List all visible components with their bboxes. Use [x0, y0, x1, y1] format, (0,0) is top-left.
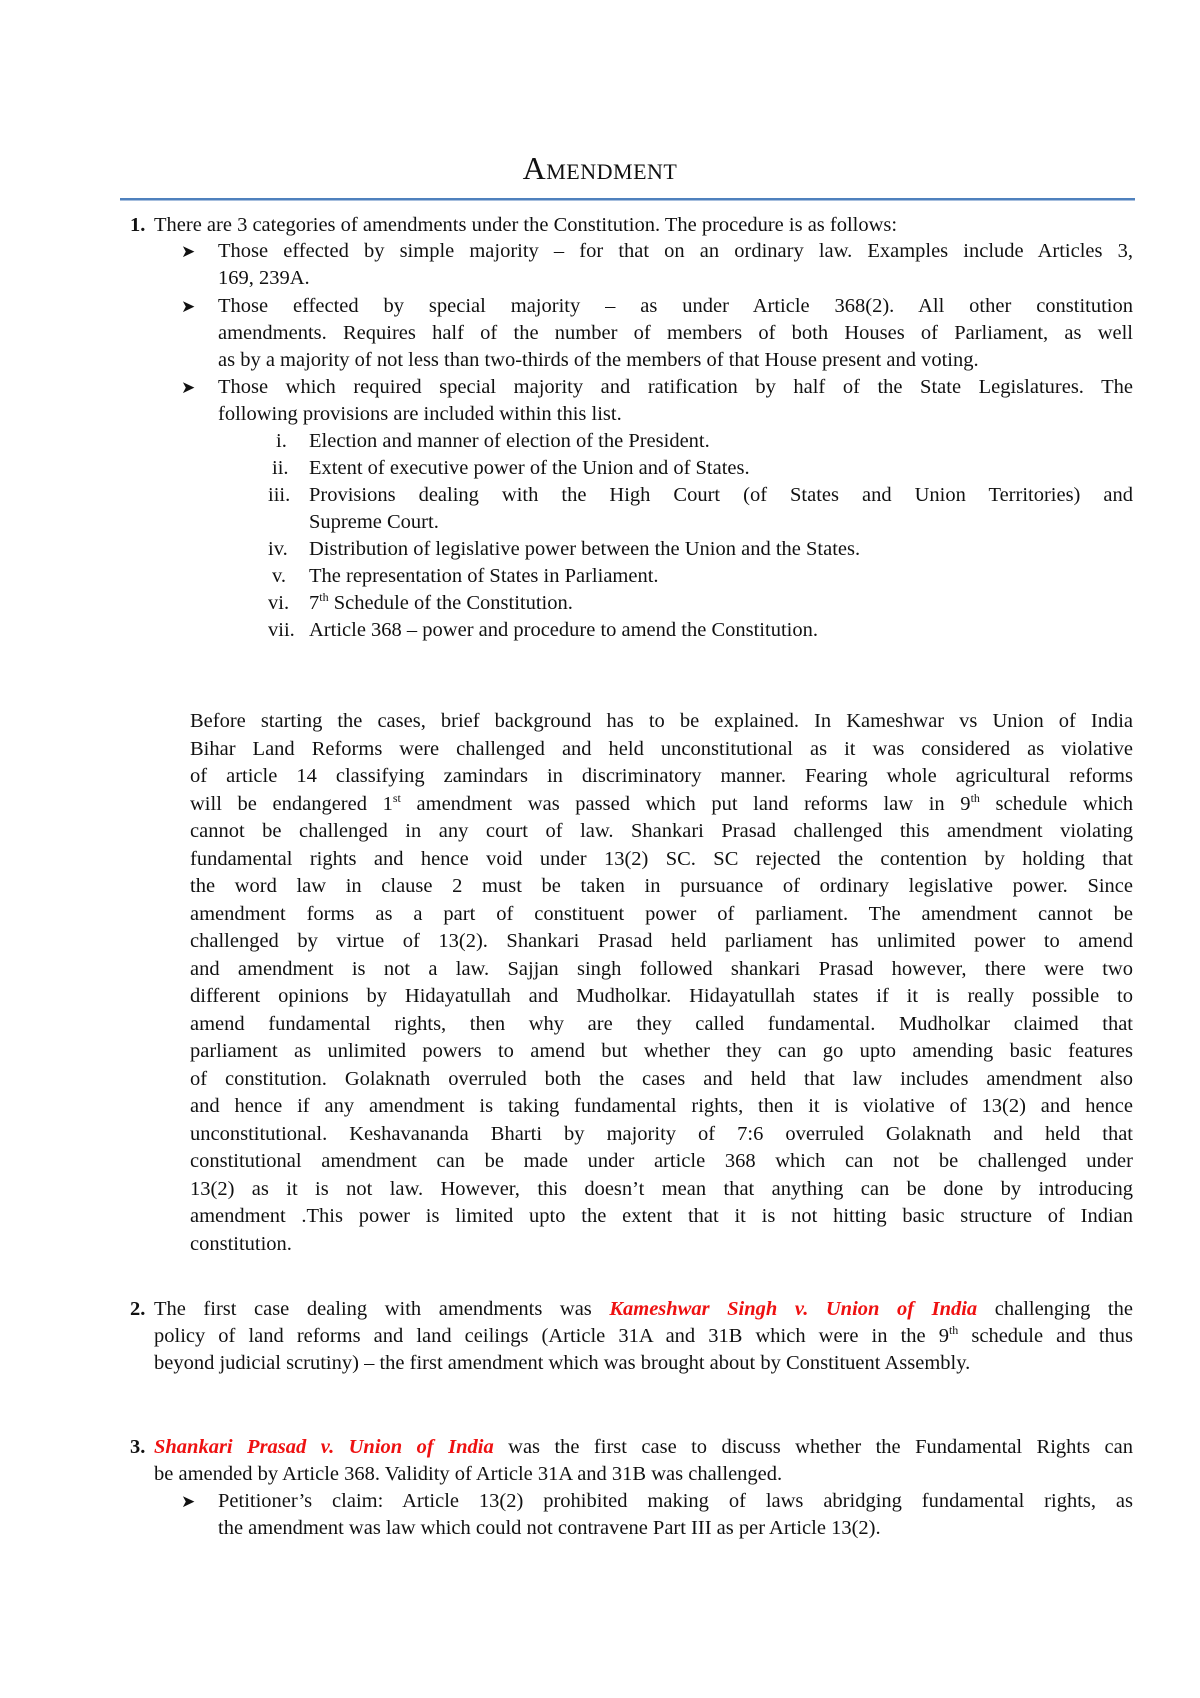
provision-numeral: i. — [276, 430, 287, 452]
ordinal-suffix: st — [392, 790, 401, 805]
background-line: of article 14 classifying zamindars in discriminatory manner. Fearing whole agricultural reforms — [190, 765, 1133, 787]
provision-numeral: v. — [272, 565, 287, 587]
provision-item: Election and manner of election of the President. — [309, 430, 710, 452]
provision-item: The representation of States in Parliament. — [309, 565, 659, 587]
background-line: and hence if any amendment is taking fundamental rights, then it is violative of 13(2) and hence — [190, 1095, 1133, 1117]
section-number-3: 3. — [130, 1436, 146, 1458]
provision-numeral: vii. — [268, 619, 295, 641]
text: schedule and thus — [958, 1325, 1134, 1347]
background-line: amendment forms as a part of constituent power of parliament. The amendment cannot be — [190, 902, 1133, 925]
background-line: constitutional amendment can be made under article 368 which can not be challenged under — [190, 1150, 1133, 1172]
title-divider — [120, 198, 1135, 200]
section-3-line-1 — [154, 1434, 1133, 1462]
bullet-2-line-3: as by a majority of not less than two-thirds of the members of that House present and voting. — [218, 349, 979, 371]
background-line: fundamental rights and hence void under 13(2) SC. SC rejected the contention by holding that — [190, 847, 1133, 870]
ordinal-suffix: th — [948, 1323, 959, 1337]
bullet-3-line-2: following provisions are included within this list. — [218, 403, 622, 425]
background-line: amendment .This power is limited upto the extent that it is not hitting basic structure of Indian — [190, 1205, 1133, 1227]
section-2-line-1 — [154, 1296, 1133, 1324]
provision-item: Distribution of legislative power between the Union and the States. — [309, 538, 861, 560]
provision-numeral: ii. — [272, 457, 289, 479]
case-name-kameshwar: Kameshwar Singh v. Union of India — [609, 1298, 978, 1320]
provision-item: Article 368 – power and procedure to amend the Constitution. — [309, 619, 818, 641]
background-line: parliament as unlimited powers to amend but whether they can go upto amending basic features — [190, 1040, 1133, 1062]
ordinal-suffix: th — [970, 790, 980, 805]
provision-numeral: iv. — [268, 538, 288, 560]
text: schedule which — [979, 792, 1133, 815]
background-line: different opinions by Hidayatullah and Mudholkar. Hidayatullah states if it is really possible to — [190, 985, 1133, 1007]
provision-numeral: iii. — [268, 484, 291, 506]
bullet-3-line-1: Those which required special majority and ratification by half of the State Legislatures. The — [218, 376, 1133, 398]
text: The first case dealing with amendments was — [154, 1298, 610, 1320]
section-number-1: 1. — [130, 214, 146, 236]
background-line: constitution. — [190, 1232, 292, 1255]
arrow-bullet-icon: ➤ — [181, 1492, 196, 1511]
section-3-bullet-line-2: the amendment was law which could not contravene Part III as per Article 13(2). — [218, 1517, 881, 1539]
page-title: Amendment — [522, 150, 678, 186]
bullet-2-line-2: amendments. Requires half of the number of members of both Houses of Parliament, as well — [218, 322, 1133, 344]
section-3-line-2: be amended by Article 368. Validity of Article 31A and 31B was challenged. — [154, 1463, 783, 1485]
text: amendment was passed which put land reforms law in 9 — [400, 792, 971, 815]
background-line — [190, 791, 1133, 819]
background-line: 13(2) as it is not law. However, this doesn’t mean that anything can be done by introducing — [190, 1177, 1133, 1200]
provision-item-continued: Supreme Court. — [309, 511, 439, 533]
section-3-bullet-line-1: Petitioner’s claim: Article 13(2) prohibited making of laws abridging fundamental rights, as — [218, 1490, 1133, 1512]
bullet-1-line-2: 169, 239A. — [218, 267, 310, 289]
arrow-bullet-icon: ➤ — [181, 242, 196, 261]
provision-item: Extent of executive power of the Union and of States. — [309, 457, 750, 479]
background-line: unconstitutional. Keshavananda Bharti by majority of 7:6 overruled Golaknath and held that — [190, 1122, 1133, 1145]
arrow-bullet-icon: ➤ — [181, 378, 196, 397]
section-2-line-3: beyond judicial scrutiny) – the first amendment which was brought about by Constituent Assembly. — [154, 1352, 971, 1374]
background-line: Before starting the cases, brief background has to be explained. In Kameshwar vs Union of India — [190, 710, 1133, 732]
text: will be endangered 1 — [190, 792, 393, 815]
ordinal-number: 7 — [309, 592, 320, 614]
provision-item — [309, 590, 573, 618]
arrow-bullet-icon: ➤ — [181, 297, 196, 316]
text: policy of land reforms and land ceilings (Article 31A and 31B which were in the 9 — [154, 1325, 949, 1347]
background-line: the word law in clause 2 must be taken in pursuance of ordinary legislative power. Since — [190, 875, 1133, 897]
text: challenging the — [977, 1298, 1133, 1320]
bullet-1-line-1: Those effected by simple majority – for that on an ordinary law. Examples include Articles 3, — [218, 240, 1133, 262]
background-line: and amendment is not a law. Sajjan singh followed shankari Prasad however, there were two — [190, 957, 1133, 980]
bullet-2-line-1: Those effected by special majority – as under Article 368(2). All other constitution — [218, 295, 1133, 317]
section-2-line-2 — [154, 1323, 1133, 1351]
section-number-2: 2. — [130, 1298, 146, 1320]
background-line: amend fundamental rights, then why are they called fundamental. Mudholkar claimed that — [190, 1012, 1133, 1035]
section-1-intro: There are 3 categories of amendments under the Constitution. The procedure is as follows: — [154, 214, 898, 236]
background-line: challenged by virtue of 13(2). Shankari Prasad held parliament has unlimited power to amend — [190, 930, 1133, 952]
background-line: of constitution. Golaknath overruled both the cases and held that law includes amendment also — [190, 1067, 1133, 1090]
provision-text: Schedule of the Constitution. — [328, 592, 573, 614]
provision-numeral: vi. — [268, 592, 290, 614]
case-name-shankari: Shankari Prasad v. Union of India — [154, 1436, 494, 1458]
ordinal-suffix: th — [319, 590, 329, 604]
background-line: Bihar Land Reforms were challenged and held unconstitutional as it was considered as violative — [190, 737, 1133, 760]
background-line: cannot be challenged in any court of law. Shankari Prasad challenged this amendment violating — [190, 820, 1133, 842]
provision-item: Provisions dealing with the High Court (of States and Union Territories) and — [309, 484, 1133, 506]
text: was the first case to discuss whether the Fundamental Rights can — [493, 1436, 1133, 1458]
